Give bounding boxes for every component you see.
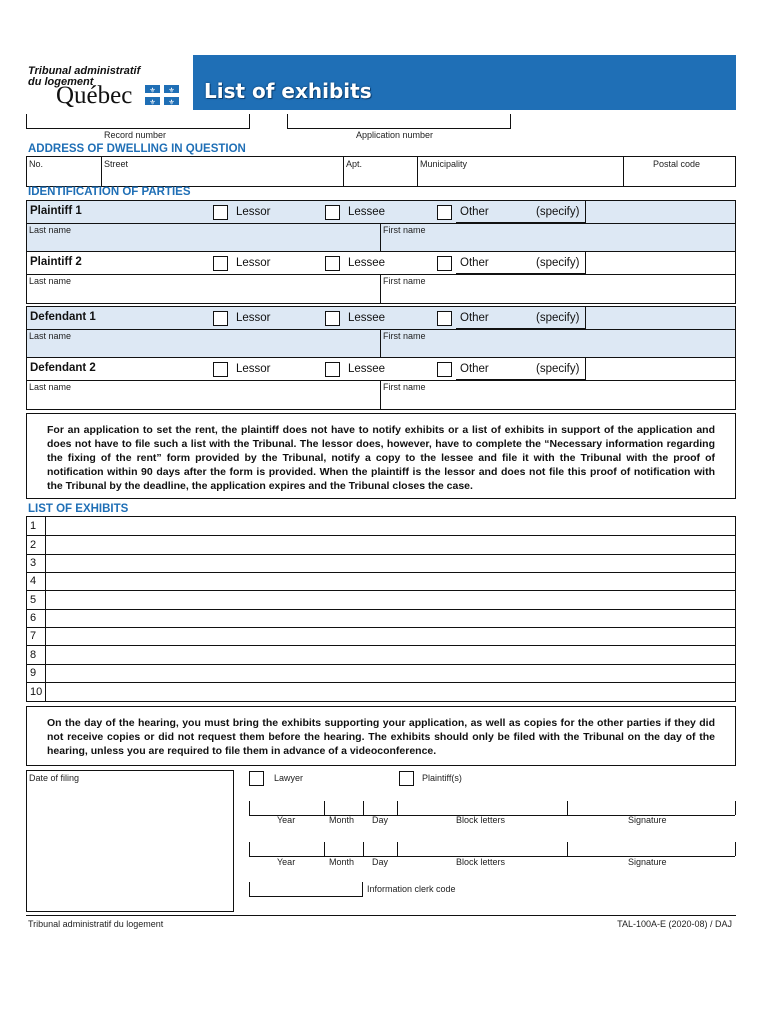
hearing-notice-box	[26, 706, 736, 766]
specify-field[interactable]	[456, 252, 586, 274]
lessor-checkbox[interactable]	[213, 205, 228, 220]
party-plaintiff-1	[26, 200, 736, 253]
date-of-filing-box[interactable]	[26, 770, 234, 912]
footer-right: TAL-100A-E (2020-08) / DAJ	[617, 919, 732, 929]
address-no-label: No.	[29, 159, 44, 169]
lessor-label: Lessor	[236, 206, 271, 218]
rent-notice-text: For an application to set the rent, the plaintiff does not have to notify exhibits or a list of exhibits in support of the application and does not have to file such a list with the Tribunal. The lessor does, however, have to complete the “Necessary information regarding the fixing of the rent” form provided by the Tribunal, notify a copy to the lessee and file it with the Tribunal with the proof of notification within 90 days after the form is provided. When the plaintiff is the lessor and does not file this proof of notification with the Tribunal by the deadline, the application expires and the Tribunal closes the case.	[47, 424, 715, 492]
month-label: Month	[329, 857, 355, 867]
application-number-field[interactable]	[287, 114, 511, 129]
lessee-checkbox[interactable]	[325, 205, 340, 220]
other-checkbox[interactable]	[437, 311, 452, 326]
lessee-label: Lessee	[348, 206, 386, 218]
exhibit-number: 7	[26, 627, 46, 645]
lawyer-label: Lawyer	[274, 773, 304, 783]
lessor-label: Lessor	[236, 257, 271, 269]
lessor-checkbox[interactable]	[213, 311, 228, 326]
clerk-code-label: Information clerk code	[367, 884, 456, 894]
specify-label: (specify)	[536, 363, 580, 375]
specify-label: (specify)	[536, 257, 580, 269]
footer-divider	[26, 915, 736, 916]
first-name-label: First name	[383, 331, 426, 341]
plaintiffs-label: Plaintiff(s)	[422, 773, 462, 783]
exhibit-row[interactable]	[26, 683, 736, 702]
address-street-label: Street	[104, 159, 129, 169]
svg-text:⚜: ⚜	[149, 98, 156, 105]
lessee-checkbox[interactable]	[325, 362, 340, 377]
specify-label: (specify)	[536, 312, 580, 324]
month-label: Month	[329, 815, 355, 825]
party-name: Plaintiff 1	[30, 205, 82, 217]
exhibit-number: 3	[26, 554, 46, 572]
other-label: Other	[460, 363, 489, 375]
quebec-flag-icon	[145, 85, 179, 105]
record-number-label: Record number	[104, 130, 167, 140]
lessor-label: Lessor	[236, 312, 271, 324]
exhibit-row[interactable]	[26, 591, 736, 610]
org-name-line1: Tribunal administratif	[28, 65, 141, 77]
first-name-label: First name	[383, 225, 426, 235]
exhibit-number: 5	[26, 591, 46, 609]
party-defendant-2	[26, 357, 736, 410]
party-name: Defendant 2	[30, 362, 96, 374]
other-label: Other	[460, 206, 489, 218]
parties-heading: IDENTIFICATION OF PARTIES	[28, 186, 191, 198]
exhibit-row[interactable]	[26, 627, 736, 646]
address-apt-label: Apt.	[346, 159, 363, 169]
exhibit-number: 2	[26, 536, 46, 554]
other-checkbox[interactable]	[437, 205, 452, 220]
exhibit-number: 9	[26, 664, 46, 682]
lawyer-checkbox[interactable]	[249, 771, 264, 786]
quebec-wordmark: Québec	[56, 82, 133, 109]
lessee-label: Lessee	[348, 257, 386, 269]
exhibit-number: 10	[26, 683, 46, 701]
last-name-label: Last name	[29, 331, 72, 341]
lessee-checkbox[interactable]	[325, 256, 340, 271]
lessee-label: Lessee	[348, 312, 386, 324]
exhibits-heading: LIST OF EXHIBITS	[28, 503, 129, 515]
signature-label: Signature	[628, 857, 667, 867]
record-number-field[interactable]	[26, 114, 250, 129]
lessee-checkbox[interactable]	[325, 311, 340, 326]
specify-field[interactable]	[456, 307, 586, 329]
lessor-label: Lessor	[236, 363, 271, 375]
exhibit-row[interactable]	[26, 664, 736, 683]
svg-text:⚜: ⚜	[168, 86, 175, 95]
exhibit-number: 1	[26, 517, 46, 535]
org-name-line2: du logement	[28, 76, 94, 88]
other-label: Other	[460, 257, 489, 269]
last-name-label: Last name	[29, 382, 72, 392]
first-name-label: First name	[383, 382, 426, 392]
lessor-checkbox[interactable]	[213, 256, 228, 271]
party-defendant-1	[26, 306, 736, 359]
block-letters-label: Block letters	[456, 815, 506, 825]
title-banner	[193, 55, 736, 110]
address-heading: ADDRESS OF DWELLING IN QUESTION	[28, 143, 246, 155]
form-title: List of exhibits	[204, 79, 372, 103]
year-label: Year	[277, 815, 296, 825]
svg-text:⚜: ⚜	[149, 86, 156, 95]
application-number-label: Application number	[356, 130, 434, 140]
clerk-code-field[interactable]	[249, 882, 363, 897]
exhibit-number: 6	[26, 609, 46, 627]
last-name-label: Last name	[29, 276, 72, 286]
day-label: Day	[372, 857, 389, 867]
party-name: Plaintiff 2	[30, 256, 82, 268]
exhibit-row[interactable]	[26, 646, 736, 665]
exhibit-number: 4	[26, 572, 46, 590]
address-postal-code-label: Postal code	[653, 159, 701, 169]
day-label: Day	[372, 815, 389, 825]
address-table	[26, 156, 736, 187]
lessee-label: Lessee	[348, 363, 386, 375]
year-label: Year	[277, 857, 296, 867]
exhibit-row[interactable]	[26, 517, 736, 536]
footer-left: Tribunal administratif du logement	[28, 919, 164, 929]
date-of-filing-label: Date of filing	[29, 773, 80, 783]
first-name-label: First name	[383, 276, 426, 286]
lessor-checkbox[interactable]	[213, 362, 228, 377]
block-letters-label: Block letters	[456, 857, 506, 867]
exhibit-row[interactable]	[26, 554, 736, 573]
exhibit-row[interactable]	[26, 572, 736, 591]
specify-field[interactable]	[456, 201, 586, 223]
signature-label: Signature	[628, 815, 667, 825]
other-checkbox[interactable]	[437, 362, 452, 377]
last-name-label: Last name	[29, 225, 72, 235]
other-checkbox[interactable]	[437, 256, 452, 271]
rent-notice-box	[26, 413, 736, 499]
exhibit-row[interactable]	[26, 536, 736, 555]
other-label: Other	[460, 312, 489, 324]
specify-label: (specify)	[536, 206, 580, 218]
specify-field[interactable]	[456, 358, 586, 380]
exhibit-number: 8	[26, 646, 46, 664]
party-name: Defendant 1	[30, 311, 96, 323]
party-plaintiff-2	[26, 251, 736, 304]
address-municipality-label: Municipality	[420, 159, 468, 169]
exhibit-row[interactable]	[26, 609, 736, 628]
hearing-notice-text: On the day of the hearing, you must bring the exhibits supporting your application, as well as copies for the other parties if they did not receive copies or did not request them before the hearing. The exhibits should only be filed with the Tribunal on the day of the hearing, unless you are required to file them in advance of a videoconference.	[47, 717, 715, 757]
svg-text:⚜: ⚜	[168, 98, 175, 105]
plaintiffs-checkbox[interactable]	[399, 771, 414, 786]
